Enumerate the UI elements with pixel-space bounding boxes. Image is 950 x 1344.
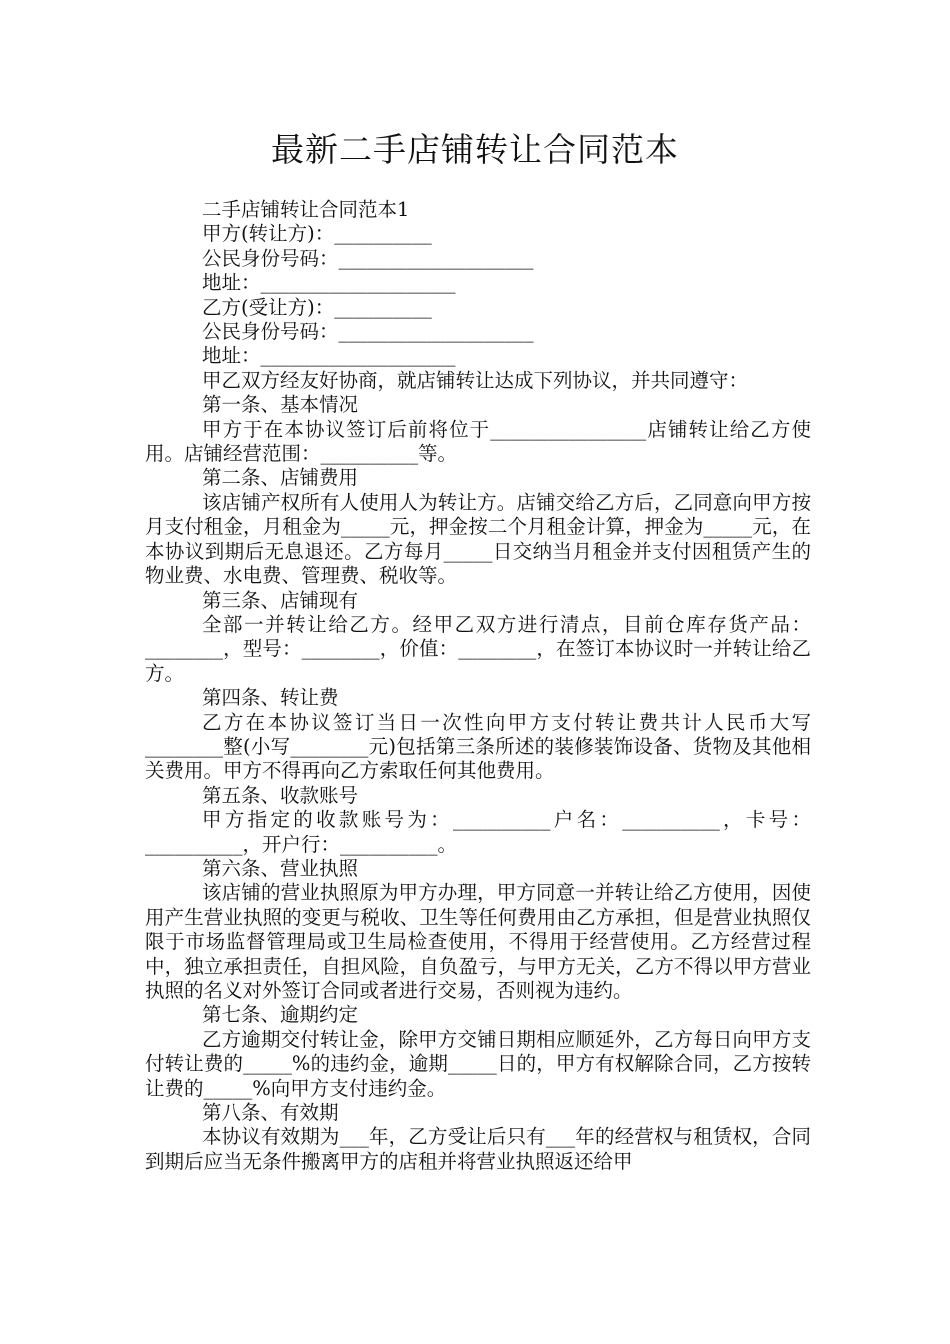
document-body bbox=[145, 198, 811, 1174]
article-2-paragraph: 该店铺产权所有人使用人为转让方。店铺交给乙方后，乙同意向甲方按月支付租金，月租金为_____元，押金按二个月租金计算，押金为_____元，在本协议到期后无息退还。乙方每月_____日交纳当月租金并支付因租赁产生的物业费、水电费、管理费、税收等。 bbox=[145, 490, 811, 588]
article-6-paragraph: 该店铺的营业执照原为甲方办理，甲方同意一并转让给乙方使用，因使用产生营业执照的变更与税收、卫生等任何费用由乙方承担，但是营业执照仅限于市场监督管理局或卫生局检查使用，不得用于经营使用。乙方经营过程中，独立承担责任，自担风险，自负盈亏，与甲方无关，乙方不得以甲方营业执照的名义对外签订合同或者进行交易，否则视为违约。 bbox=[145, 881, 811, 1002]
party-a-id-line: 公民身份号码：____________________ bbox=[202, 246, 534, 270]
party-a-address-line: 地址：____________________ bbox=[202, 271, 456, 295]
article-2-heading: 第二条、店铺费用 bbox=[202, 466, 359, 490]
contract-subtitle: 二手店铺转让合同范本1 bbox=[202, 198, 410, 221]
party-b-id-line: 公民身份号码：____________________ bbox=[202, 320, 534, 344]
article-6-heading: 第六条、营业执照 bbox=[202, 856, 359, 880]
article-4-heading: 第四条、转让费 bbox=[202, 686, 339, 710]
party-a-line: 甲方(转让方)：__________ bbox=[202, 222, 432, 246]
article-1-paragraph: 甲方于在本协议签订后前将位于________________店铺转让给乙方使用。店铺经营范围：__________等。 bbox=[145, 417, 811, 466]
article-4-paragraph: 乙方在本协议签订当日一次性向甲方支付转让费共计人民币大写________整(小写________元)包括第三条所述的装修装饰设备、货物及其他相关费用。甲方不得再向乙方索取任何其他费用。 bbox=[145, 710, 811, 783]
article-7-heading: 第七条、逾期约定 bbox=[202, 1003, 359, 1027]
preamble-paragraph: 甲乙双方经友好协商，就店铺转让达成下列协议，并共同遵守： bbox=[202, 368, 749, 392]
party-b-address-line: 地址：____________________ bbox=[202, 344, 456, 368]
article-5-paragraph: 甲方指定的收款账号为：__________户名：__________，卡号：__________，开户行：__________。 bbox=[145, 808, 811, 856]
article-3-heading: 第三条、店铺现有 bbox=[202, 588, 359, 612]
article-1-heading: 第一条、基本情况 bbox=[202, 393, 359, 417]
article-8-paragraph: 本协议有效期为___年，乙方受让后只有___年的经营权与租赁权，合同到期后应当无条件搬离甲方的店租并将营业执照返还给甲 bbox=[145, 1125, 811, 1173]
document-title: 最新二手店铺转让合同范本 bbox=[271, 130, 679, 169]
article-8-heading: 第八条、有效期 bbox=[202, 1101, 339, 1125]
article-3-paragraph: 全部一并转让给乙方。经甲乙双方进行清点，目前仓库存货产品：________，型号：________，价值：________，在签订本协议时一并转让给乙方。 bbox=[145, 612, 811, 685]
party-b-line: 乙方(受让方)：__________ bbox=[202, 295, 432, 319]
article-7-paragraph: 乙方逾期交付转让金，除甲方交铺日期相应顺延外，乙方每日向甲方支付转让费的_____%的违约金，逾期_____日的，甲方有权解除合同，乙方按转让费的_____%向甲方支付违约金。 bbox=[145, 1027, 811, 1100]
article-5-heading: 第五条、收款账号 bbox=[202, 783, 359, 807]
